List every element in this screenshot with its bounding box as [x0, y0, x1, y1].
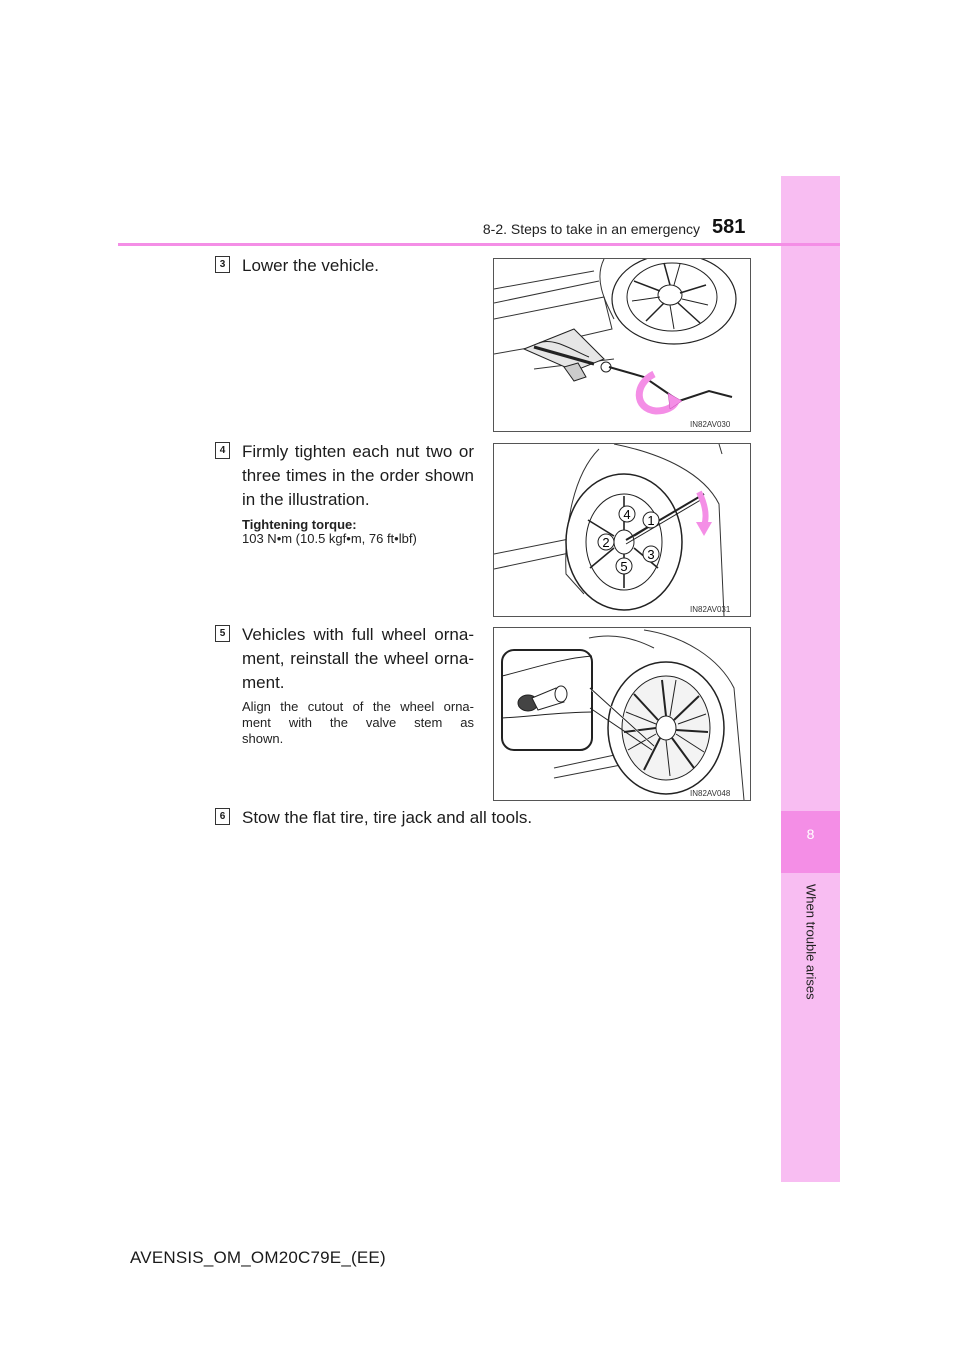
document-code: AVENSIS_OM_OM20C79E_(EE) [130, 1248, 386, 1267]
ornament-note-line-2: ment with the valve stem as [242, 715, 474, 730]
step-5-line-1: Vehicles with full wheel orna- [242, 625, 474, 644]
step-4-line-2: three times in the order shown [242, 466, 474, 485]
chapter-label-text: When trouble arises [803, 884, 818, 1000]
jack-lowering-drawing [494, 259, 750, 431]
illustration-wheel-ornament [493, 627, 751, 801]
image-code-031: IN82AV031 [690, 605, 731, 614]
chapter-number: 8 [806, 826, 815, 842]
ornament-note-line-3: shown. [242, 731, 284, 746]
page-number: 581 [712, 216, 746, 238]
step-3-text: Lower the vehicle. [242, 256, 380, 275]
step-number-6: 6 [215, 808, 230, 825]
nut-label-4: 4 [623, 507, 631, 522]
ornament-note [242, 699, 474, 747]
torque-value: 103 N•m (10.5 kgf•m, 76 ft•lbf) [242, 531, 417, 546]
chapter-tab-marker [781, 811, 840, 873]
step-4-line-1: Firmly tighten each nut two or [242, 442, 474, 461]
wheel-nut-order-drawing [494, 444, 750, 616]
nut-label-1: 1 [647, 513, 655, 528]
nut-label-3: 3 [647, 547, 655, 562]
step-5-text [242, 623, 474, 695]
step-5-line-3: ment. [242, 673, 285, 692]
image-code-048: IN82AV048 [690, 789, 731, 798]
nut-label-2: 2 [602, 535, 610, 550]
torque-heading: Tightening torque: [242, 517, 357, 532]
chapter-label [781, 884, 840, 1044]
step-number-3: 3 [215, 256, 230, 273]
illustration-tighten-nuts [493, 443, 751, 617]
section-title: 8-2. Steps to take in an emergency [482, 221, 700, 237]
image-code-030: IN82AV030 [690, 420, 731, 429]
nut-label-5: 5 [620, 559, 628, 574]
illustration-lower-vehicle [493, 258, 751, 432]
step-4-line-3: in the illustration. [242, 490, 370, 509]
ornament-note-line-1: Align the cutout of the wheel orna- [242, 699, 474, 714]
header-rule [118, 243, 840, 246]
step-4-text [242, 440, 474, 512]
step-5-line-2: ment, reinstall the wheel orna- [242, 649, 474, 668]
step-number-4: 4 [215, 442, 230, 459]
wheel-ornament-drawing [494, 628, 750, 800]
step-number-5: 5 [215, 625, 230, 642]
step-6-text: Stow the flat tire, tire jack and all tools. [242, 808, 533, 827]
